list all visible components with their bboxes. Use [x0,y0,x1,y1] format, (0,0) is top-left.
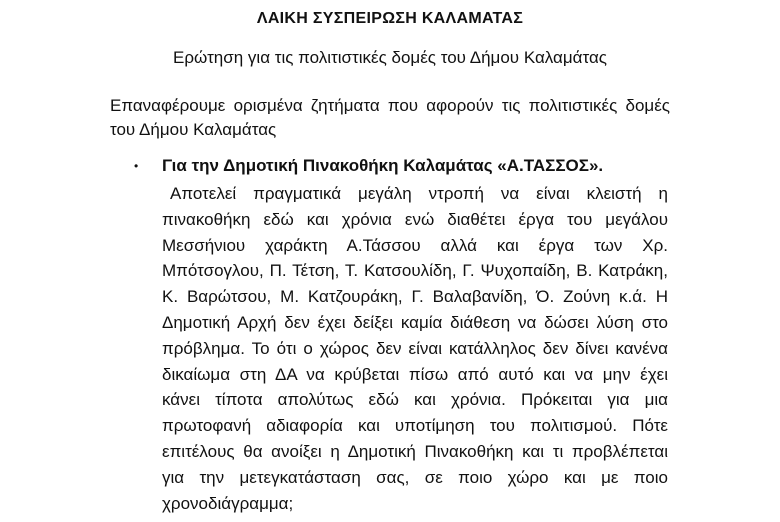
document-subtitle: Ερώτηση για τις πολιτιστικές δομές του Δήμου Καλαμάτας [173,48,607,67]
body-line: χρονοδιάγραμμα; [162,493,294,513]
body-line: επιτέλους θα ανοίξει η Δημοτική Πινακοθήκη και τι προβλέπεται [162,441,668,461]
body-line: κάνει τίποτα απολύτως εδώ και χρόνια. Πρόκειται για μια [162,390,668,410]
body-line: για την μετεγκατάσταση σας, σε ποιο χώρο και με ποιο [162,467,668,487]
body-line: Δημοτική Αρχή δεν έχει δείξει καμία διάθεση να δώσει λύση στο [162,312,668,332]
body-line: πινακοθήκη εδώ και χρόνια ενώ διαθέτει έργα του μεγάλου [162,209,668,229]
body-line: πρωτοφανή αδιαφορία και υποτίμηση του πολιτισμού. Πότε [162,416,668,436]
body-line: Αποτελεί πραγματικά μεγάλη ντροπή να είναι κλειστή η [170,184,668,203]
body-line: Μεσσήνιου χαράκτη Α.Τάσσου αλλά και έργα των Χρ. [162,235,668,255]
document-heading: ΛΑΙΚΗ ΣΥΣΠΕΙΡΩΣΗ ΚΑΛΑΜΑΤΑΣ [256,10,524,27]
item-body [162,181,668,516]
item-title: Για την Δημοτική Πινακοθήκη Καλαμάτας «Α.ΤΑΣΣΟΣ». [162,156,604,175]
body-line: πρόβλημα. Το ότι ο χώρος δεν είναι κατάλληλος δεν δίνει κανένα [162,338,668,358]
body-line: Μπότσογλου, Π. Τέτση, Τ. Κατσουλίδη, Γ. Ψυχοπαίδη, Β. Κατράκη, [162,261,668,281]
body-line: δικαίωμα στη ΔΑ να κρύβεται πίσω από αυτό και να μην έχει [162,364,668,384]
intro-paragraph: Επαναφέρουμε ορισμένα ζητήματα που αφορούν τις πολιτιστικές δομές του Δήμου Καλαμάτας [110,96,670,139]
body-line: Κ. Βαρώτσου, Μ. Κατζουράκη, Γ. Βαλαβανίδη, Ό. Ζούνη κ.ά. Η [162,287,668,307]
bullet-icon: • [134,159,139,173]
